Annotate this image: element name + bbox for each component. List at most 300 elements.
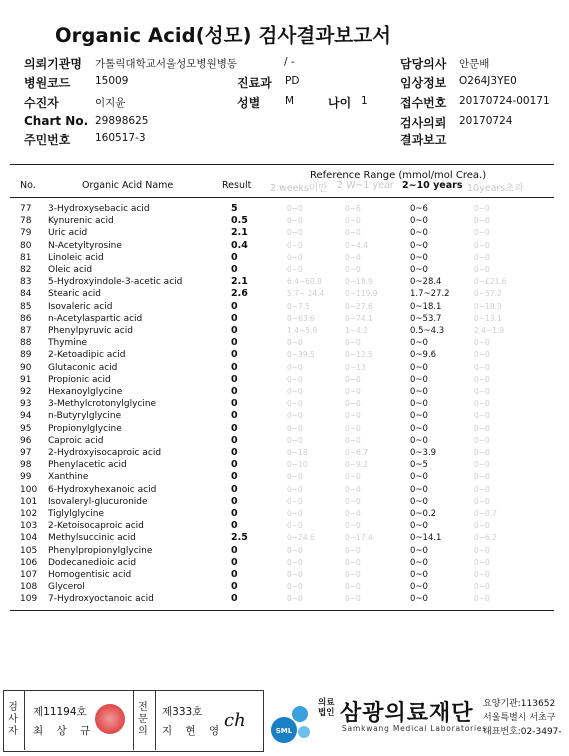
row-acid-name: 5-Hydroxyindole-3-acetic acid [48, 277, 183, 288]
row-no: 91 [20, 374, 32, 385]
row-no: 105 [20, 545, 38, 556]
row-acid-name: Phenylpyruvic acid [48, 326, 133, 336]
row-result: 0 [231, 459, 238, 471]
row-range-2w-1year: 0~0 [345, 265, 361, 274]
row-range-2-10years: 0~0 [410, 374, 428, 385]
table-row [0, 520, 569, 532]
row-range-2w-1year: 0~0 [345, 594, 361, 604]
table-row [0, 496, 569, 508]
row-no: 85 [20, 301, 32, 312]
row-acid-name: Isovaleric acid [48, 301, 113, 312]
col-header-range-2: 2 W~1 year [337, 180, 394, 191]
row-range-2weeks: 0~39.5 [287, 350, 315, 360]
value-hospital-code: 15009 [95, 75, 129, 87]
row-acid-name: Linoleic acid [48, 252, 104, 263]
row-range-2w-1year: 0~12.5 [345, 350, 373, 360]
row-result: 0 [231, 373, 238, 385]
row-result: 2.5 [231, 532, 248, 544]
row-result: 0 [231, 264, 238, 275]
row-range-2weeks: 0~0 [287, 509, 303, 518]
table-row [0, 545, 569, 557]
row-range-2w-1year: 0~17.4 [345, 533, 373, 543]
value-department: PD [285, 75, 300, 87]
row-range-2-10years: 0~0 [410, 472, 428, 483]
row-range-10years: 0~0 [474, 338, 490, 348]
row-no: 108 [20, 582, 38, 593]
value-slash: / - [284, 56, 295, 68]
row-acid-name: Xanthine [48, 472, 89, 483]
row-range-2weeks: 0~0 [287, 216, 303, 226]
col-header-range-1: 2 weeks미만 [270, 183, 328, 194]
row-range-2weeks: 0~0 [287, 545, 303, 555]
row-range-2w-1year: 0~0 [345, 496, 361, 506]
table-row [0, 374, 569, 386]
row-acid-name: Thymine [48, 338, 88, 349]
row-acid-name: N-Acetyltyrosine [48, 240, 122, 251]
row-range-10years: 0~57.2 [474, 289, 502, 299]
col-header-name: Organic Acid Name [82, 180, 174, 191]
value-sex: M [285, 95, 295, 107]
row-range-10years: 0~0 [474, 265, 490, 274]
row-range-2w-1year: 0~0 [345, 399, 361, 409]
row-range-2weeks: 0~0 [287, 594, 303, 604]
row-acid-name: Propionylglycine [48, 423, 122, 434]
row-acid-name: 3-Methylcrotonylglycine [48, 399, 157, 410]
row-acid-name: n-Acetylaspartic acid [48, 313, 143, 324]
address-line-1: 요양기관:113652 [483, 699, 556, 709]
row-range-2w-1year: 0~9.2 [345, 460, 368, 470]
row-no: 103 [20, 521, 38, 532]
logo-corp-label: 의료법인 [318, 698, 335, 718]
row-no: 80 [20, 240, 32, 251]
row-result: 2.6 [231, 288, 248, 300]
row-range-2weeks: 0~0 [287, 411, 303, 421]
row-acid-name: Oleic acid [48, 265, 93, 275]
row-range-10years: 0~0 [474, 557, 490, 567]
table-row [0, 325, 569, 337]
table-row [0, 447, 569, 459]
row-range-2weeks: 0~0 [287, 582, 303, 592]
row-range-10years: 0~0 [474, 240, 490, 250]
value-doctor: 안문배 [459, 58, 490, 70]
row-range-2w-1year: 0~6 [345, 204, 361, 213]
row-range-2w-1year: 0~74.1 [345, 313, 373, 323]
table-row [0, 410, 569, 422]
row-range-2-10years: 0.5~4.3 [410, 326, 445, 336]
table-row [0, 227, 569, 239]
row-range-10years: 0~13.1 [474, 313, 502, 323]
row-range-2weeks: 0~0 [287, 570, 303, 579]
table-row [0, 435, 569, 447]
row-result: 0 [231, 312, 238, 324]
value-clinical-info: O264J3YE0 [459, 75, 517, 87]
table-top-rule [10, 164, 554, 165]
row-range-2w-1year: 0~0 [345, 521, 361, 531]
table-row [0, 203, 569, 215]
table-row [0, 313, 569, 325]
table-row [0, 459, 569, 471]
table-row [0, 398, 569, 410]
col-header-no: No. [20, 180, 36, 191]
row-acid-name: 7-Hydroxyoctanoic acid [48, 594, 154, 605]
row-result: 0 [231, 556, 238, 568]
row-result: 0 [231, 447, 238, 458]
row-range-2-10years: 0~0 [410, 411, 428, 422]
row-range-10years: 0~0 [474, 411, 490, 421]
row-range-2-10years: 0~0 [410, 570, 428, 580]
table-row [0, 264, 569, 276]
row-no: 83 [20, 277, 32, 288]
row-result: 0 [231, 495, 238, 507]
label-report-date: 결과보고 [400, 133, 447, 147]
row-range-2w-1year: 0~0 [345, 411, 361, 421]
specialist-name: 지 현 영 [162, 725, 225, 737]
row-range-2weeks: 0~0 [287, 435, 303, 445]
row-result: 0 [231, 349, 238, 361]
row-result: 0 [231, 544, 238, 556]
label-request-date: 검사의뢰 [400, 116, 447, 130]
row-result: 0 [231, 251, 238, 263]
row-no: 96 [20, 435, 32, 446]
row-acid-name: Glycerol [48, 582, 85, 593]
row-range-10years: 0~0 [474, 521, 490, 531]
row-range-2w-1year: 0~4.4 [345, 240, 368, 250]
row-acid-name: 6-Hydroxyhexanoic acid [48, 484, 157, 495]
value-age: 1 [361, 95, 368, 107]
row-range-10years: 0~0 [474, 216, 490, 226]
row-range-10years: 0~0 [474, 204, 490, 213]
row-range-2weeks: 0~0 [287, 484, 303, 494]
table-row [0, 423, 569, 435]
row-no: 81 [20, 252, 32, 263]
row-result: 0 [231, 337, 238, 349]
label-patient: 수진자 [24, 96, 59, 110]
row-range-2weeks: 0~0 [287, 557, 303, 567]
logo-english: Samkwang Medical Laboratories [342, 724, 487, 733]
row-no: 94 [20, 411, 32, 422]
inspector-vertical-label: 검사자 [8, 702, 18, 737]
row-range-2w-1year: 0~18.9 [345, 277, 373, 287]
row-range-2-10years: 0~28.4 [410, 277, 442, 288]
row-acid-name: Kynurenic acid [48, 216, 114, 227]
table-row [0, 508, 569, 520]
row-range-2w-1year: 0~0 [345, 374, 361, 384]
row-result: 0 [231, 483, 238, 495]
table-row [0, 276, 569, 288]
row-result: 0 [231, 508, 238, 519]
label-resident-no: 주민번호 [24, 133, 71, 147]
table-row [0, 362, 569, 374]
row-acid-name: n-Butyrylglycine [48, 411, 122, 422]
specialist-license: 제333호 [162, 706, 203, 718]
row-no: 92 [20, 387, 32, 397]
row-range-2w-1year: 0~13 [345, 362, 366, 372]
row-range-10years: 0~0.7 [474, 509, 497, 518]
row-acid-name: Phenylacetic acid [48, 460, 127, 471]
row-range-10years: 0~0 [474, 545, 490, 555]
row-no: 95 [20, 423, 32, 434]
row-range-10years: 2.4~1.9 [474, 326, 505, 335]
row-acid-name: Glutaconic acid [48, 362, 118, 373]
row-range-2-10years: 0~0 [410, 252, 428, 263]
row-range-2w-1year: 0~0 [345, 570, 361, 579]
table-row [0, 240, 569, 252]
row-range-2w-1year: 0~0 [345, 338, 361, 348]
value-institution: 가톨릭대학교서울성모병원병동 [95, 58, 238, 70]
inspector-license: 제11194호 [33, 706, 87, 718]
label-doctor: 담당의사 [400, 57, 447, 71]
row-acid-name: Caproic acid [48, 435, 104, 446]
row-acid-name: Phenylpropionylglycine [48, 545, 153, 556]
row-range-2weeks: 0~0 [287, 423, 303, 433]
row-range-2-10years: 0~0.2 [410, 509, 437, 519]
address-line-3: 대표번호:02-3497- [483, 727, 562, 737]
row-range-2w-1year: 0~0 [345, 545, 361, 555]
row-range-10years: 0~18.3 [474, 301, 502, 311]
row-no: 86 [20, 313, 32, 324]
row-range-2w-1year: 0~0 [345, 557, 361, 567]
row-range-2-10years: 0~0 [410, 423, 428, 434]
row-range-2-10years: 0~0 [410, 216, 428, 227]
label-hospital-code: 병원코드 [24, 76, 71, 90]
row-result: 2.1 [231, 227, 248, 239]
row-no: 107 [20, 570, 38, 580]
row-result: 0 [231, 581, 238, 593]
row-no: 93 [20, 399, 32, 410]
value-chart-no: 29898625 [95, 115, 149, 127]
row-result: 5 [231, 203, 238, 214]
row-result: 0 [231, 386, 238, 397]
row-range-2-10years: 0~5 [410, 460, 428, 471]
row-range-2w-1year: 0~0 [345, 423, 361, 433]
row-acid-name: Isovaleryl-glucuronide [48, 496, 148, 507]
row-range-10years: 0~0 [474, 570, 490, 579]
row-result: 0 [231, 300, 238, 312]
row-range-2-10years: 0~0 [410, 484, 428, 495]
row-no: 98 [20, 460, 32, 471]
table-row [0, 337, 569, 349]
row-range-10years: 0~0 [474, 496, 490, 506]
row-range-2weeks: 0~63.6 [287, 313, 315, 323]
row-range-2-10years: 0~0 [410, 435, 428, 446]
row-range-2weeks: 0~0 [287, 472, 303, 482]
col-header-range-3: 2~10 years [402, 180, 463, 191]
row-no: 79 [20, 228, 32, 239]
row-acid-name: 3-Hydroxysebacic acid [48, 204, 150, 214]
row-range-2weeks: 0~0 [287, 387, 303, 396]
value-resident-no: 160517-3 [95, 132, 146, 144]
row-range-10years: 0~0 [474, 423, 490, 433]
row-range-10years: 0~£21.6 [474, 277, 507, 287]
table-row [0, 386, 569, 398]
inspector-name: 최 상 규 [33, 725, 96, 737]
table-row [0, 484, 569, 496]
row-range-2-10years: 0~0 [410, 594, 428, 605]
row-range-2weeks: 0~0 [287, 338, 303, 348]
row-no: 104 [20, 533, 38, 544]
row-result: 0 [231, 520, 238, 532]
inspector-seal [95, 704, 125, 734]
row-range-2w-1year: 0~0 [345, 582, 361, 592]
row-range-2-10years: 0~6 [410, 204, 428, 214]
row-range-10years: 0~0 [474, 594, 490, 604]
row-range-2-10years: 0~0 [410, 228, 428, 239]
table-row [0, 252, 569, 264]
row-range-10years: 0~6.2 [474, 533, 497, 543]
row-no: 97 [20, 448, 32, 458]
row-acid-name: Dodecanedioic acid [48, 557, 137, 568]
row-range-10years: 0~0 [474, 448, 490, 457]
row-range-2w-1year: 0~0 [345, 387, 361, 396]
row-range-2-10years: 0~0 [410, 387, 428, 397]
row-range-2weeks: 0~0 [287, 399, 303, 409]
row-range-2weeks: 0~7.5 [287, 301, 310, 311]
sml-logo-icon [270, 700, 314, 744]
row-no: 78 [20, 216, 32, 227]
row-range-2-10years: 0~0 [410, 362, 428, 373]
row-range-2-10years: 0~9.6 [410, 350, 437, 361]
label-sex: 성별 [237, 96, 261, 110]
row-range-10years: 0~0 [474, 374, 490, 384]
row-range-2-10years: 0~3.9 [410, 448, 437, 458]
row-no: 90 [20, 362, 32, 373]
row-range-2weeks: 0~0 [287, 521, 303, 531]
row-range-2w-1year: 0~119.9 [345, 289, 378, 299]
row-acid-name: Propionic acid [48, 374, 111, 385]
label-department: 진료과 [237, 76, 272, 90]
row-no: 82 [20, 265, 32, 275]
row-range-2w-1year: 0~27.6 [345, 301, 373, 311]
row-result: 0 [231, 325, 238, 336]
row-result: 0 [231, 361, 238, 373]
table-row [0, 557, 569, 569]
row-range-2-10years: 0~0 [410, 265, 428, 275]
row-result: 0 [231, 569, 238, 580]
row-range-2weeks: 0~0 [287, 228, 303, 238]
value-patient: 이지윤 [95, 97, 126, 109]
table-row [0, 288, 569, 300]
row-acid-name: Homogentisic acid [48, 570, 132, 580]
row-range-2-10years: 0~0 [410, 338, 428, 349]
label-clinical-info: 임상정보 [400, 76, 447, 90]
value-receipt-no: 20170724-00171 [459, 95, 550, 107]
row-range-2w-1year: 1~4.2 [345, 326, 368, 335]
table-row [0, 532, 569, 544]
specialist-vertical-label: 전문의 [138, 702, 148, 737]
row-no: 88 [20, 338, 32, 349]
table-row [0, 593, 569, 605]
row-range-2w-1year: 0~6.7 [345, 448, 368, 457]
row-result: 0.5 [231, 215, 248, 227]
row-range-10years: 0~0 [474, 252, 490, 262]
row-range-2w-1year: 0~0 [345, 228, 361, 238]
row-result: 0.4 [231, 239, 248, 251]
row-range-2-10years: 0~0 [410, 582, 428, 593]
report-footer [0, 690, 569, 756]
label-chart-no: Chart No. [24, 114, 89, 128]
row-acid-name: Stearic acid [48, 289, 101, 300]
row-result: 0 [231, 422, 238, 434]
row-no: 99 [20, 472, 32, 483]
row-range-2weeks: 0~0 [287, 374, 303, 384]
row-result: 0 [231, 398, 238, 410]
row-acid-name: 2-Ketoisocaproic acid [48, 521, 144, 532]
row-range-2-10years: 1.7~27.2 [410, 289, 450, 300]
row-range-10years: 0~0 [474, 399, 490, 409]
row-no: 84 [20, 289, 32, 300]
row-range-2weeks: 0~0 [287, 252, 303, 262]
row-range-2weeks: 0~0 [287, 240, 303, 250]
row-range-2weeks: 5.7~ 24.4 [287, 289, 325, 299]
row-range-2weeks: 0~0 [287, 362, 303, 372]
table-bottom-rule [10, 610, 554, 611]
row-result: 0 [231, 593, 238, 605]
row-range-2-10years: 0~14.1 [410, 533, 442, 544]
col-header-range-4: 10years초과 [467, 183, 524, 194]
row-range-2-10years: 0~53.7 [410, 313, 442, 324]
row-range-2w-1year: 0~0 [345, 252, 361, 262]
sml-badge: SML [275, 727, 293, 735]
table-header-rule [10, 197, 554, 198]
row-result: 2.1 [231, 276, 248, 288]
row-range-10years: 0~0 [474, 387, 490, 396]
table-row [0, 569, 569, 581]
row-range-2w-1year: 0~0 [345, 435, 361, 445]
row-range-2weeks: 0~0 [287, 265, 303, 274]
row-range-2weeks: 0~0 [287, 496, 303, 506]
row-acid-name: 2-Hydroxyisocaproic acid [48, 448, 162, 458]
row-result: 0 [231, 434, 238, 446]
label-institution: 의뢰기관명 [24, 57, 82, 71]
label-receipt-no: 접수번호 [400, 96, 447, 110]
table-row [0, 581, 569, 593]
table-row [0, 471, 569, 483]
row-range-2-10years: 0~0 [410, 240, 428, 251]
col-header-result: Result [222, 180, 252, 191]
row-range-10years: 0~0 [474, 350, 490, 360]
row-range-2w-1year: 0~0 [345, 484, 361, 494]
row-no: 100 [20, 484, 38, 495]
row-acid-name: Methylsuccinic acid [48, 533, 136, 544]
specialist-signature: ch [224, 710, 246, 731]
row-range-2-10years: 0~18.1 [410, 301, 442, 312]
row-range-2-10years: 0~0 [410, 496, 428, 507]
reference-range-title: Reference Range (mmol/mol Crea.) [310, 170, 487, 181]
row-range-2-10years: 0~0 [410, 557, 428, 568]
row-acid-name: 2-Ketoadipic acid [48, 350, 126, 361]
row-acid-name: Hexanoylglycine [48, 387, 123, 397]
row-range-2-10years: 0~0 [410, 545, 428, 556]
row-range-10years: 0~0 [474, 484, 490, 494]
row-range-2weeks: 1.4~5.9 [287, 326, 318, 335]
row-range-10years: 0~0 [474, 582, 490, 592]
row-no: 87 [20, 326, 32, 336]
row-result: 0 [231, 471, 238, 483]
label-age: 나이 [328, 96, 352, 110]
row-acid-name: Tiglylglycine [48, 509, 104, 519]
row-range-2w-1year: 0~0 [345, 509, 361, 518]
row-acid-name: Uric acid [48, 228, 88, 239]
row-no: 77 [20, 204, 32, 214]
row-range-2weeks: 0~0 [287, 204, 303, 213]
row-range-10years: 0~0 [474, 435, 490, 445]
row-no: 89 [20, 350, 32, 361]
row-range-2weeks: 0~18 [287, 448, 308, 457]
row-range-2weeks: 0~24.6 [287, 533, 315, 543]
row-range-2-10years: 0~0 [410, 399, 428, 410]
row-range-10years: 0~0 [474, 472, 490, 482]
row-range-2w-1year: 0~0 [345, 216, 361, 226]
